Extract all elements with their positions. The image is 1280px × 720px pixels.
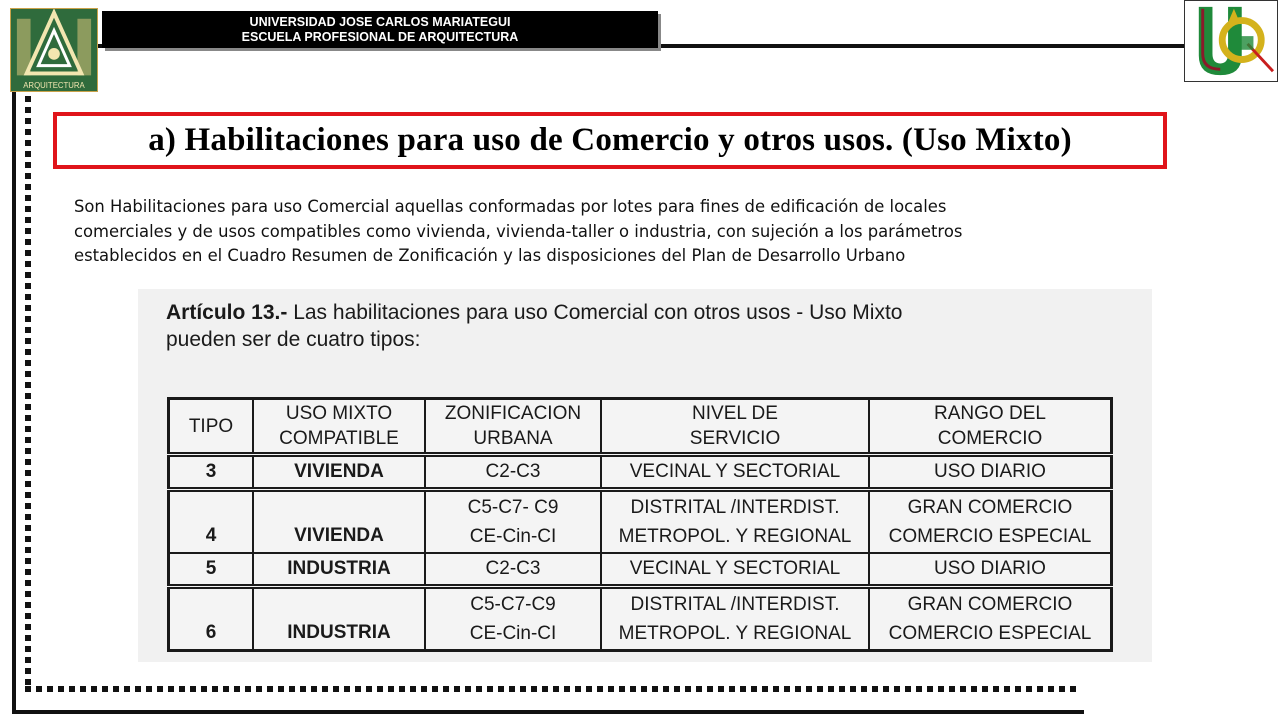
- header-tipo: TIPO: [169, 399, 254, 455]
- cell-rango: USO DIARIO: [869, 455, 1112, 490]
- article-line-2: pueden ser de cuatro tipos:: [166, 328, 421, 351]
- cell-zonificacion: C5-C7-C9 CE-Cin-CI: [425, 587, 601, 651]
- cell-tipo: 5: [169, 553, 254, 587]
- faculty-logo-caption: ARQUITECTURA: [23, 81, 85, 91]
- cell-nivel: DISTRITAL /INTERDIST. METROPOL. Y REGIONAL: [601, 490, 869, 554]
- slide-title: a) Habilitaciones para uso de Comercio y otros usos. (Uso Mixto): [148, 122, 1072, 158]
- cell-nivel: DISTRITAL /INTERDIST. METROPOL. Y REGIONAL: [601, 587, 869, 651]
- cell-zonificacion: C5-C7- C9 CE-Cin-CI: [425, 490, 601, 554]
- article-line-1: [166, 299, 1126, 326]
- cell-nivel: VECINAL Y SECTORIAL: [601, 553, 869, 587]
- description-line-2: comerciales y de usos compatibles como vivienda, vivienda-taller o industria, con sujeción a los parámetros: [74, 221, 963, 241]
- description-line-3: establecidos en el Cuadro Resumen de Zonificación y las disposiciones del Plan de Desarrollo Urbano: [74, 246, 906, 265]
- school-name: ESCUELA PROFESIONAL DE ARQUITECTURA: [241, 30, 519, 44]
- description-line-1: Son Habilitaciones para uso Comercial aquellas conformadas por lotes para fines de edificación de locales: [74, 197, 947, 216]
- slide-title-box: [53, 112, 1167, 169]
- cell-zonificacion: C2-C3: [425, 553, 601, 587]
- cell-uso: INDUSTRIA: [253, 553, 425, 587]
- description-paragraph: [74, 195, 1144, 269]
- article-text: [166, 299, 1126, 353]
- cell-uso: INDUSTRIA: [253, 587, 425, 651]
- cell-rango: GRAN COMERCIO COMERCIO ESPECIAL: [869, 587, 1112, 651]
- cell-nivel: VECINAL Y SECTORIAL: [601, 455, 869, 490]
- cell-uso: VIVIENDA: [253, 490, 425, 554]
- cell-rango: USO DIARIO: [869, 553, 1112, 587]
- header-nivel-servicio: NIVEL DE SERVICIO: [601, 399, 869, 455]
- cell-tipo: 3: [169, 455, 254, 490]
- frame-left-rule: [12, 92, 16, 714]
- table-header-row: [169, 399, 1112, 455]
- table-row: [169, 490, 1112, 554]
- header-zonificacion: ZONIFICACION URBANA: [425, 399, 601, 455]
- table-row: [169, 455, 1112, 490]
- header-rango-comercio: RANGO DEL COMERCIO: [869, 399, 1112, 455]
- university-logo: [1184, 0, 1278, 82]
- article-lead: Artículo 13.-: [166, 301, 288, 324]
- header-uso-mixto: USO MIXTO COMPATIBLE: [253, 399, 425, 455]
- frame-left-dotted-rule: [25, 96, 31, 692]
- cell-zonificacion: C2-C3: [425, 455, 601, 490]
- frame-bottom-dotted-rule: [25, 686, 1077, 692]
- university-header: [102, 11, 658, 48]
- table-row: [169, 553, 1112, 587]
- frame-bottom-rule: [12, 710, 1084, 714]
- cell-uso: VIVIENDA: [253, 455, 425, 490]
- cell-tipo: 4: [169, 490, 254, 554]
- university-logo-graphic: [1185, 1, 1277, 81]
- cell-rango: GRAN COMERCIO COMERCIO ESPECIAL: [869, 490, 1112, 554]
- cell-tipo: 6: [169, 587, 254, 651]
- university-name: UNIVERSIDAD JOSE CARLOS MARIATEGUI: [249, 15, 511, 29]
- article-scan: [138, 289, 1152, 662]
- faculty-logo-graphic: [11, 9, 97, 91]
- faculty-logo: [10, 8, 98, 92]
- article-line-1-rest: Las habilitaciones para uso Comercial con otros usos - Uso Mixto: [287, 301, 903, 324]
- table-row: [169, 587, 1112, 651]
- uso-mixto-table: [167, 397, 1113, 652]
